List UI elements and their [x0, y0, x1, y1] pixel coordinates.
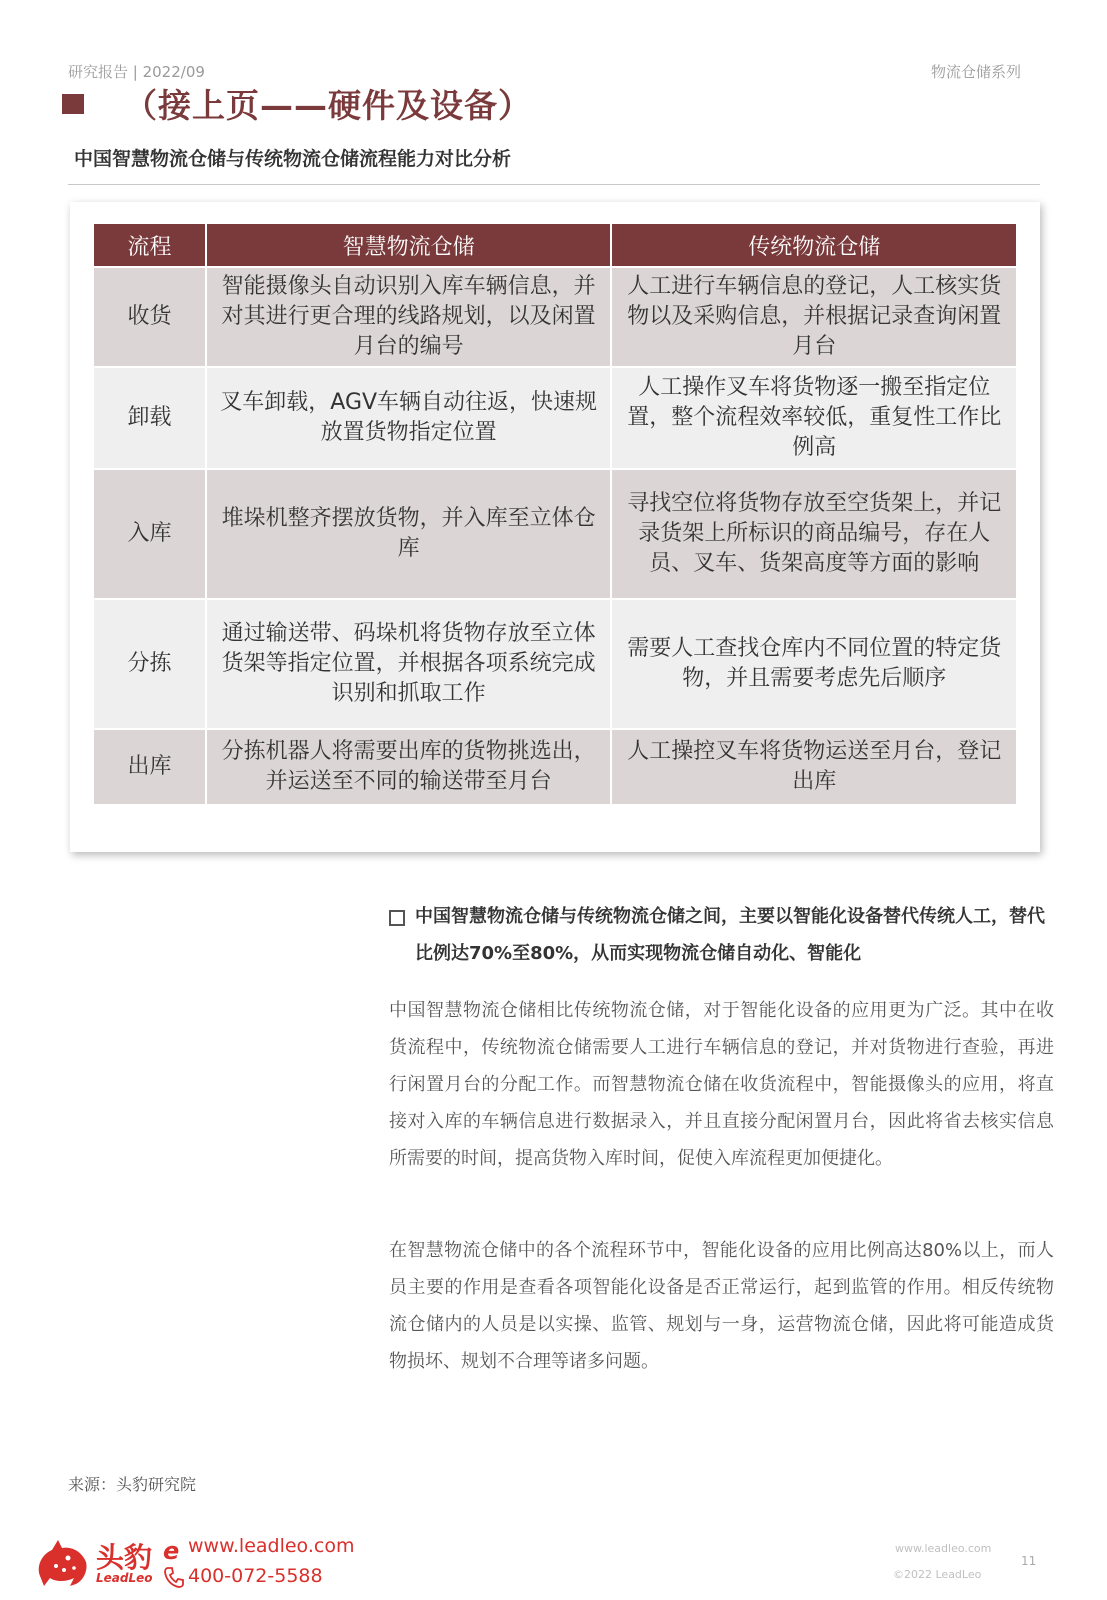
traditional-cell: 人工进行车辆信息的登记，人工核实货物以及采购信息，并根据记录查询闲置月台 — [611, 267, 1017, 367]
table-row — [93, 729, 1017, 805]
brand-name-en: LeadLeo — [96, 1571, 153, 1585]
key-finding: 中国智慧物流仓储与传统物流仓储之间，主要以智能化设备替代传统人工，替代比例达70%至80%，从而实现物流仓储自动化、智能化 — [415, 906, 1045, 964]
header-smart-warehouse: 智慧物流仓储 — [206, 223, 612, 267]
comparison-table-panel — [70, 202, 1040, 852]
comparison-table — [92, 222, 1018, 806]
header-traditional-warehouse: 传统物流仓储 — [611, 223, 1017, 267]
body-paragraph-2: 在智慧物流仓储中的各个流程环节中，智能化设备的应用比例高达80%以上，而人员主要的作用是查看各项智能化设备是否正常运行，起到监管的作用。相反传统物流仓储内的人员是以实操、监管、规划与一身，运营物流仓储，因此将可能造成货物损坏、规划不合理等诸多问题。 — [389, 1240, 1054, 1372]
page-number: 11 — [1021, 1554, 1037, 1568]
page-title: （接上页——硬件及设备） — [124, 86, 532, 125]
table-row — [93, 367, 1017, 469]
series-label: 物流仓储系列 — [930, 63, 1021, 81]
website-link[interactable]: www.leadleo.com — [188, 1535, 355, 1557]
brand-name-cn: 头豹 — [96, 1541, 153, 1574]
footer-copyright: ©2022 LeadLeo — [893, 1568, 982, 1581]
traditional-cell: 人工操控叉车将货物运送至月台，登记出库 — [611, 729, 1017, 805]
header-process: 流程 — [93, 223, 206, 267]
traditional-cell: 寻找空位将货物存放至空货架上，并记录货架上所标识的商品编号，存在人员、叉车、货架高度等方面的影响 — [611, 469, 1017, 599]
smart-cell: 智能摄像头自动识别入库车辆信息，并对其进行更合理的线路规划，以及闲置月台的编号 — [206, 267, 612, 367]
smart-cell: 通过输送带、码垛机将货物存放至立体货架等指定位置，并根据各项系统完成识别和抓取工作 — [206, 599, 612, 729]
process-cell: 出库 — [93, 729, 206, 805]
process-cell: 收货 — [93, 267, 206, 367]
traditional-cell: 需要人工查找仓库内不同位置的特定货物，并且需要考虑先后顺序 — [611, 599, 1017, 729]
table-row — [93, 599, 1017, 729]
table-row — [93, 267, 1017, 367]
table-header-row — [93, 223, 1017, 267]
process-cell: 卸载 — [93, 367, 206, 469]
smart-cell: 堆垛机整齐摆放货物，并入库至立体仓库 — [206, 469, 612, 599]
process-cell: 分拣 — [93, 599, 206, 729]
section-subtitle: 中国智慧物流仓储与传统物流仓储流程能力对比分析 — [74, 148, 512, 170]
title-divider — [68, 184, 1040, 185]
report-header-label: 研究报告 | 2022/09 — [68, 63, 205, 81]
phone-link[interactable]: 400-072-5588 — [188, 1565, 323, 1587]
phone-icon — [163, 1565, 185, 1589]
checkbox-bullet-icon — [389, 910, 405, 926]
title-square-icon — [62, 94, 84, 114]
smart-cell: 叉车卸载，AGV车辆自动往返，快速规放置货物指定位置 — [206, 367, 612, 469]
footer-website: www.leadleo.com — [895, 1542, 992, 1555]
source-note: 来源：头豹研究院 — [68, 1475, 197, 1494]
body-paragraph-1: 中国智慧物流仓储相比传统物流仓储，对于智能化设备的应用更为广泛。其中在收货流程中，传统物流仓储需要人工进行车辆信息的登记，并对货物进行查验，再进行闲置月台的分配工作。而智慧物流仓储在收货流程中，智能摄像头的应用，将直接对入库的车辆信息进行数据录入，并且直接分配闲置月台，因此将省去核实信息所需要的时间，提高货物入库时间，促使入库流程更加便捷化。 — [389, 1000, 1054, 1169]
table-row — [93, 469, 1017, 599]
process-cell: 入库 — [93, 469, 206, 599]
smart-cell: 分拣机器人将需要出库的货物挑选出，并运送至不同的输送带至月台 — [206, 729, 612, 805]
leopard-logo-icon — [34, 1536, 90, 1590]
web-e-icon: e — [163, 1537, 180, 1565]
traditional-cell: 人工操作叉车将货物逐一搬至指定位置，整个流程效率较低，重复性工作比例高 — [611, 367, 1017, 469]
